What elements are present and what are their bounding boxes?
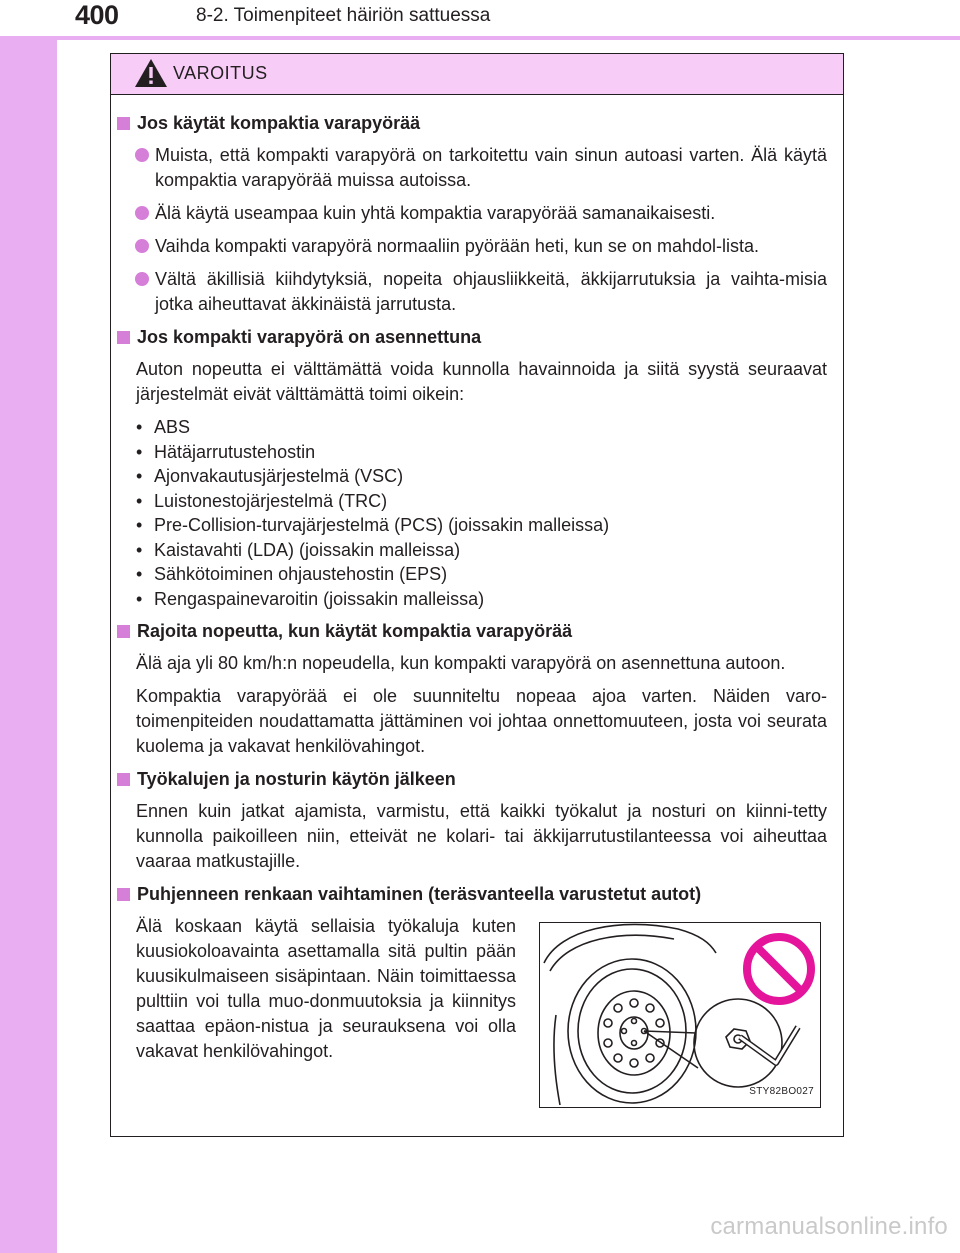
section-heading: Työkalujen ja nosturin käytön jälkeen xyxy=(115,767,827,792)
square-bullet-icon xyxy=(117,331,130,344)
round-bullet-icon xyxy=(135,239,149,253)
list-item: • Luistonestojärjestelmä (TRC) xyxy=(136,489,827,514)
paragraph: Ennen kuin jatkat ajamista, varmistu, että kaikki työkalut ja nosturi on kiinni-tetty kunnolla paikoilleen niin, etteivät ne kolari- tai äkkijarrutustilanteessa voi aiheuttaa vaaraa matkustajille. xyxy=(136,801,827,871)
section-title: 8-2. Toimenpiteet häiriön sattuessa xyxy=(196,5,491,26)
paragraph: Kompaktia varapyörää ei ole suunniteltu nopeaa ajoa varten. Näiden varo-toimenpiteiden noudattamatta jättäminen voi johtaa onnettomuuteen, josta voi seurata kuolema ja vakavat henkilövahingot. xyxy=(136,686,827,756)
list-item: • Rengaspainevaroitin (joissakin malleissa) xyxy=(136,587,827,612)
list-item: • ABS xyxy=(136,415,827,440)
square-bullet-icon xyxy=(117,117,130,130)
square-bullet-icon xyxy=(117,625,130,638)
watermark: carmanualsonline.info xyxy=(710,1213,948,1240)
round-bullet-icon xyxy=(135,148,149,162)
list-item: • Hätäjarrutustehostin xyxy=(136,440,827,465)
section-heading: Jos kompakti varapyörä on asennettuna xyxy=(115,325,827,350)
wheel-illustration xyxy=(539,922,821,1108)
tool-warning-row xyxy=(115,914,827,1114)
warning-label: VAROITUS xyxy=(173,63,268,83)
warning-content xyxy=(111,106,843,1114)
list-item: • Pre-Collision-turvajärjestelmä (PCS) (joissakin malleissa) xyxy=(136,513,827,538)
side-color-band xyxy=(0,0,57,1253)
list-item: • Sähkötoiminen ohjaustehostin (EPS) xyxy=(136,562,827,587)
warning-box xyxy=(110,53,844,1137)
section-heading: Jos käytät kompaktia varapyörää xyxy=(115,111,827,136)
bullet-item: Muista, että kompakti varapyörä on tarkoitettu vain sinun autoasi varten. Älä käytä kompaktia varapyörää muissa autoissa. xyxy=(115,143,827,193)
systems-list xyxy=(115,415,827,611)
square-bullet-icon xyxy=(117,773,130,786)
page-number: 400 xyxy=(75,0,119,30)
round-bullet-icon xyxy=(135,272,149,286)
warning-triangle-icon xyxy=(133,57,169,89)
list-item: • Ajonvakautusjärjestelmä (VSC) xyxy=(136,464,827,489)
bullet-item: Vältä äkillisiä kiihdytyksiä, nopeita ohjausliikkeitä, äkkijarrutuksia ja vaihta-misia jotka aiheuttavat äkkinäistä jarrutusta. xyxy=(115,267,827,317)
list-item: • Kaistavahti (LDA) (joissakin malleissa) xyxy=(136,538,827,563)
section-heading: Rajoita nopeutta, kun käytät kompaktia varapyörää xyxy=(115,619,827,644)
section-heading: Puhjenneen renkaan vaihtaminen (teräsvanteella varustetut autot) xyxy=(115,882,827,907)
round-bullet-icon xyxy=(135,206,149,220)
warning-header xyxy=(111,54,843,95)
bullet-item: Vaihda kompakti varapyörä normaaliin pyörään heti, kun se on mahdol-lista. xyxy=(115,234,827,259)
paragraph: Auton nopeutta ei välttämättä voida kunnolla havainnoida ja siitä syystä seuraavat järjestelmät eivät välttämättä toimi oikein: xyxy=(136,359,827,404)
square-bullet-icon xyxy=(117,888,130,901)
paragraph: Älä koskaan käytä sellaisia työkaluja kuten kuusiokoloavainta asettamalla sitä pultin pään kuusikulmaiseen sisäpintaan. Näin toimittaessa pulttiin voi tulla muo-donmuutoksia ja kiinnitys saattaa epäon-nistua ja seurauksena voi olla vakavat henkilövahingot. xyxy=(136,916,516,1061)
paragraph: Älä aja yli 80 km/h:n nopeudella, kun kompakti varapyörä on asennettuna autoon. xyxy=(136,653,786,673)
header-rule xyxy=(0,36,960,40)
bullet-item: Älä käytä useampaa kuin yhtä kompaktia varapyörää samanaikaisesti. xyxy=(115,201,827,226)
illustration-code: STY82BO027 xyxy=(749,1086,814,1097)
